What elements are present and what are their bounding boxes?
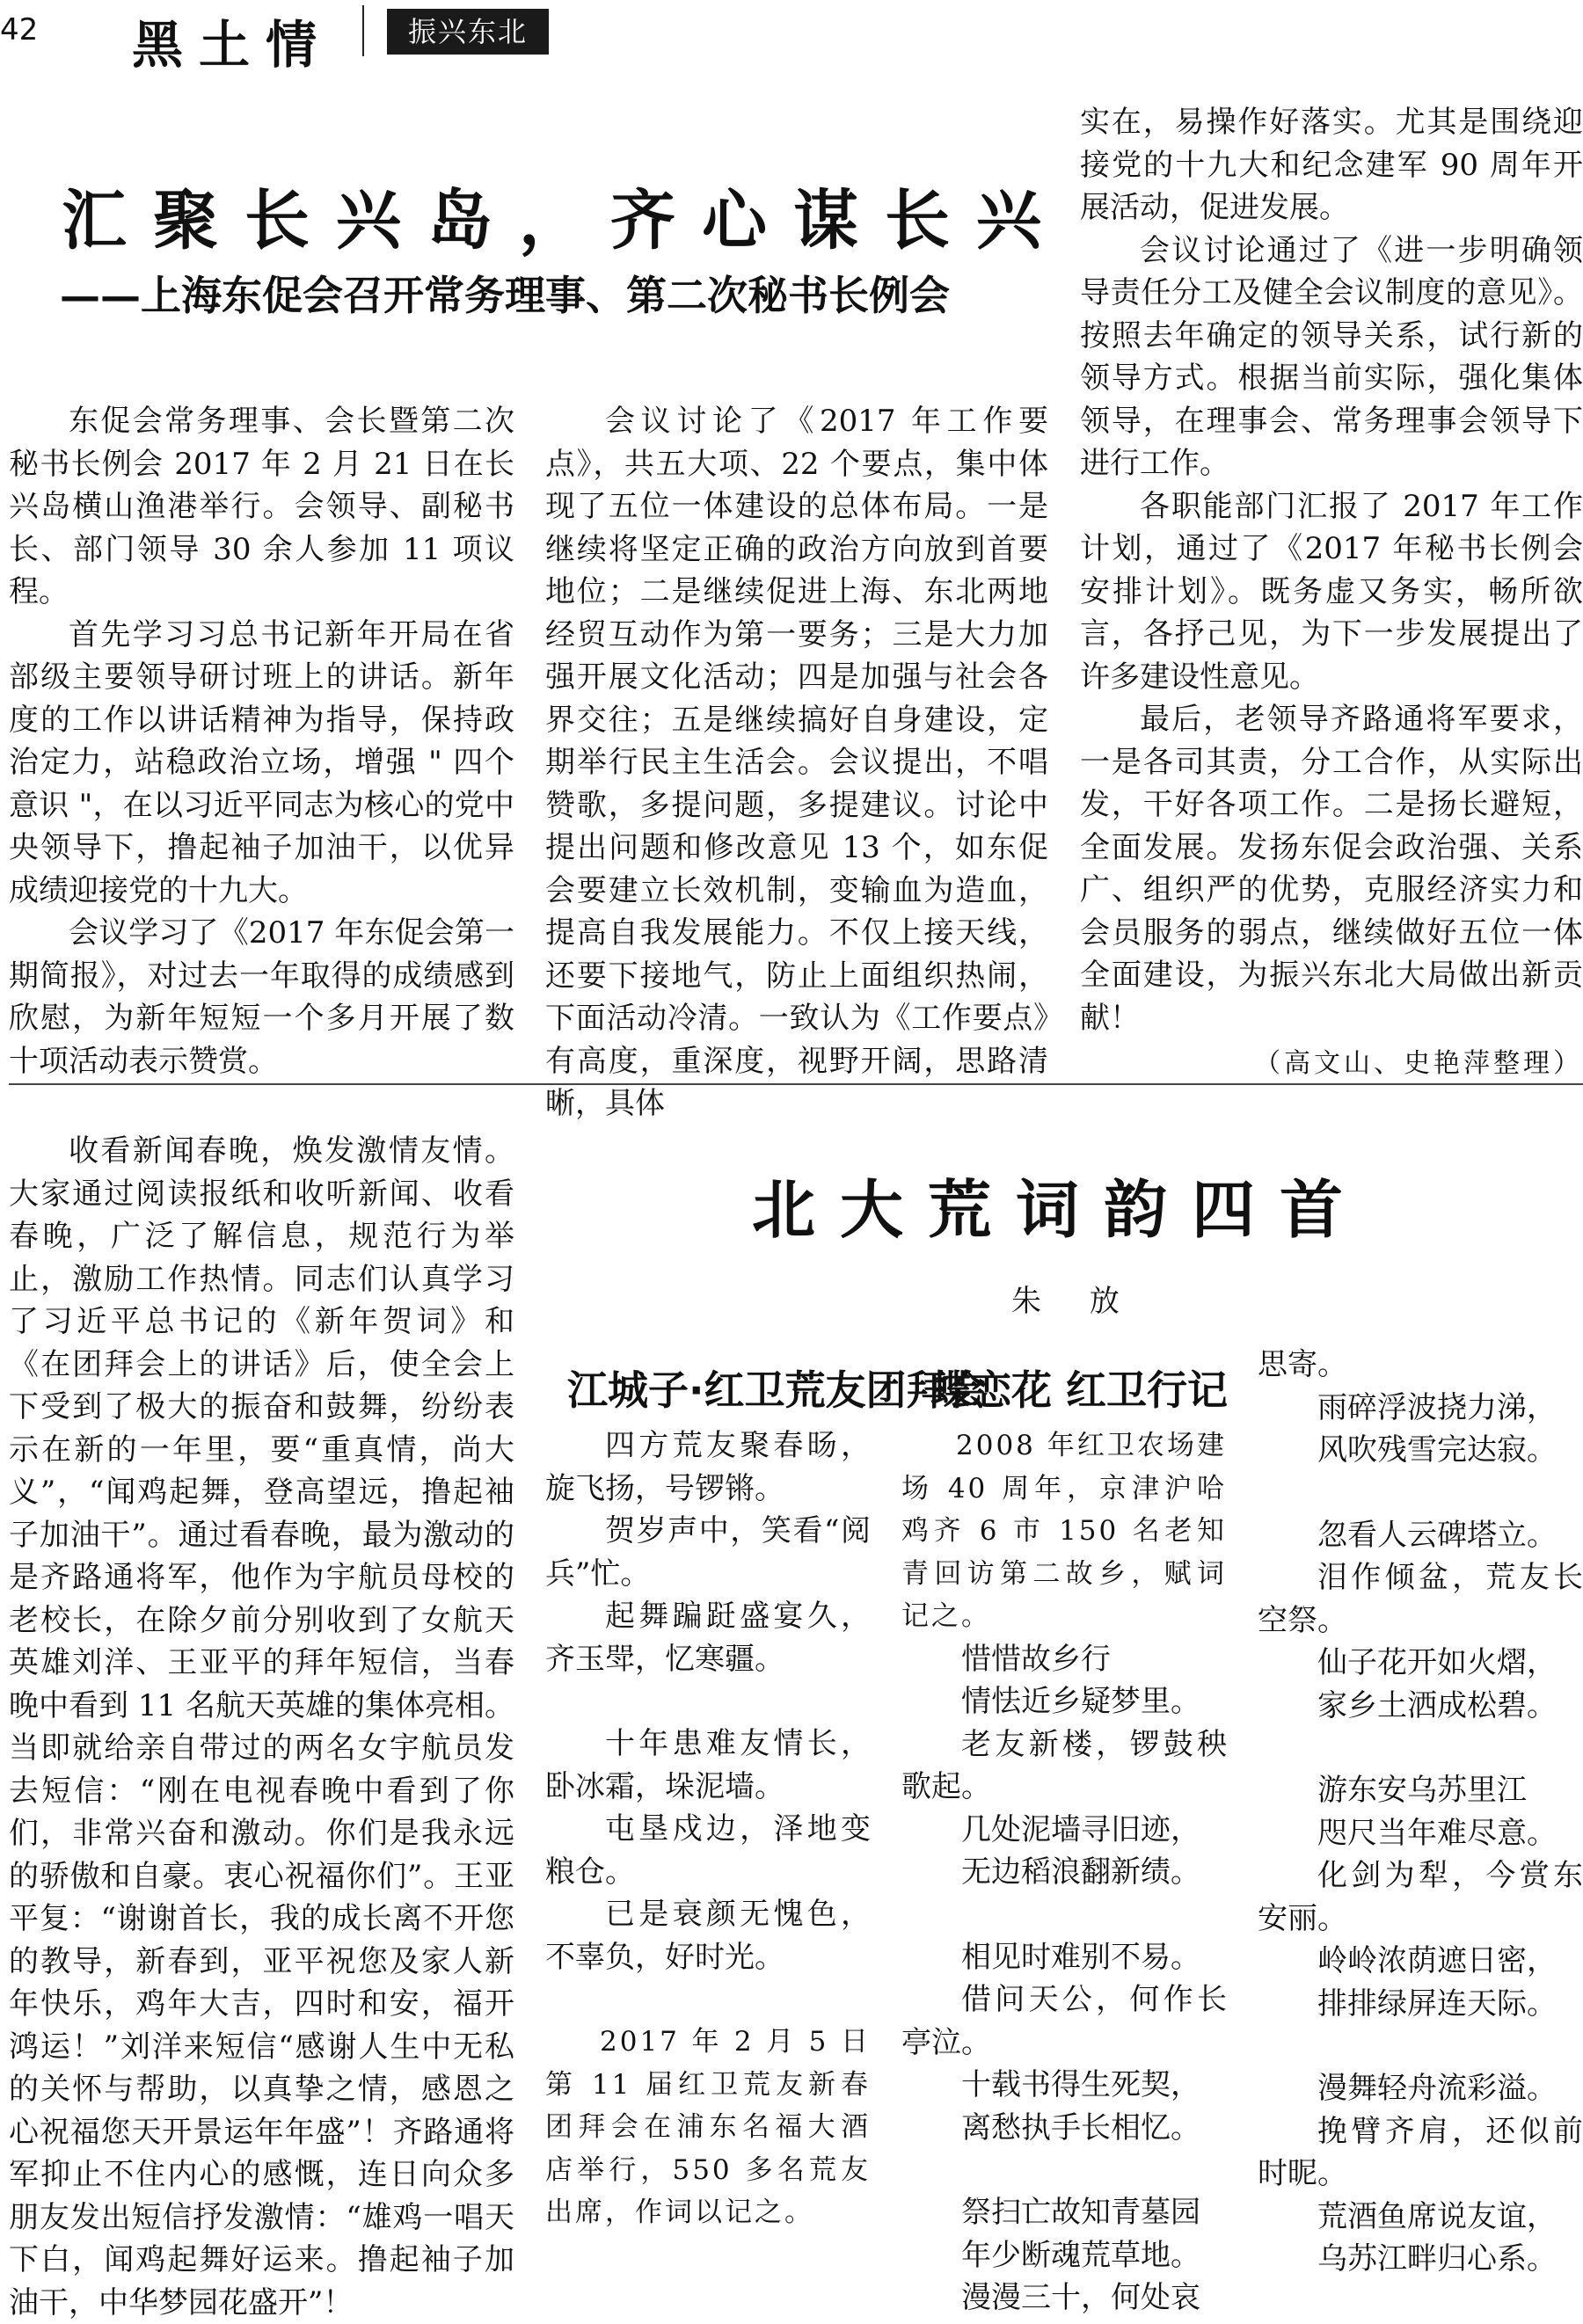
poem2-title: 蝶恋花 红卫行记 [930,1366,1229,1414]
poem-line: 漫漫三十，何处哀 [961,2280,1200,2315]
poem-line: 忽看人云碑塔立。 [1317,1517,1557,1553]
poem-line: 已是衰颜无愧色，不辜负，好时光。 [545,1897,871,1975]
author-credit: （高文山、史艳萍整理） [1254,1048,1583,1079]
poem-line: 泪作倾盆，荒友长空祭。 [1258,1560,1583,1638]
poem-line: 漫舞轻舟流彩溢。 [1317,2071,1557,2106]
paragraph: 会议讨论了《2017 年工作要点》，共五大项、22 个要点，集中体现了五位一体建设的总体布局。一是继续将坚定正确的政治方向放到首要地位；二是继续促进上海、东北两地经贸互动作为第一要务；三是大力加强开展文化活动；四是加强与社会各界交往；五是继续搞好自身建设，定期举行民主生活会。会议提出，不唱赞歌，多提问题，多提建议。讨论中提出问题和修改意见 13 个，如东促会要建立长效机制，变输血为造血，提高自我发展能力。不仅上接天线，还要下接地气，防止上面组织热闹，下面活动冷清。一致认为《工作要点》有高度，重深度，视野开阔，思路清晰，具体 [545,404,1048,1121]
article-subtitle: ——上海东促会召开常务理事、第二次秘书长例会 [60,272,950,319]
paragraph-continued: 实在，易操作好落实。尤其是围绕迎接党的十九大和纪念建军 90 周年开展活动，促进发展。 [1080,105,1583,225]
poem-line: 年少断魂荒草地。 [961,2237,1200,2273]
poem-note: 2008 年红卫农场建场 40 周年，京津沪哈鸡齐 6 市 150 名老知青回访第二故乡，赋词记之。 [901,1430,1227,1632]
stanza-gap [1258,1727,1583,1769]
poems-author: 朱 放 [1011,1284,1139,1319]
poem-line: 乌苏江畔归心系。 [1317,2241,1557,2277]
stanza-gap [545,1680,871,1723]
poem-line: 仙子花开如火熠， [1317,1645,1557,1680]
poem-line: 风吹残雪完达寂。 [1317,1432,1557,1468]
stanza-gap [901,1894,1227,1936]
stanza-gap [1258,2025,1583,2067]
article2-column [9,1130,514,2324]
paragraph: 会议学习了《2017 年东促会第一期简报》，对过去一年取得的成绩感到欣慰，为新年短短一个多月开展了数十项活动表示赞赏。 [9,915,514,1079]
article-column-3 [1080,101,1583,1086]
poem-line: 老友新楼，锣鼓秧歌起。 [901,1726,1227,1804]
poem-line: 祭扫亡故知青墓园 [961,2195,1200,2230]
paragraph: 首先学习习总书记新年开局在省部级主要领导研讨班上的讲话。新年度的工作以讲话精神为指导，保持政治定力，站稳政治立场，增强 " 四个意识 "，在以习近平同志为核心的党中央领导下，撸起袖子加油干，以优异成绩迎接党的十九大。 [9,616,514,908]
paragraph: 各职能部门汇报了 2017 年工作计划，通过了《2017 年秘书长例会安排计划》。既务虚又务实，畅所欲言，各抒己见，为下一步发展提出了许多建设性意见。 [1080,488,1583,695]
article-column-2 [545,400,1048,1126]
poem-line: 游东安乌苏里江 [1317,1773,1527,1808]
poem-line: 十年患难友情长，卧冰霜，垛泥墙。 [545,1726,871,1804]
poem-line: 几处泥墙寻旧迹， [961,1811,1200,1847]
paragraph: 收看新闻春晚，焕发激情友情。大家通过阅读报纸和收听新闻、收看春晚，广泛了解信息，规范行为举止，激励工作热情。同志们认真学习了习近平总书记的《新年贺词》和《在团拜会上的讲话》后，使全会上下受到了极大的振奋和鼓舞，纷纷表示在新的一年里，要“重真情，尚大义”，“闻鸡起舞，登高望远，撸起袖子加油干”。通过看春晚，最为激动的是齐路通将军，他作为宇航员母校的老校长，在除夕前分别收到了女航天英雄刘洋、王亚平的拜年短信，当春晚中看到 11 名航天英雄的集体亮相。当即就给亲自带过的两名女宇航员发去短信：“刚在电视春晚中看到了你们，非常兴奋和激动。你们是我永远的骄傲和自豪。衷心祝福你们”。王亚平复：“谢谢首长，我的成长离不开您的教导，新春到，亚平祝您及家人新年快乐，鸡年大吉，四时和安，福开鸿运！”刘洋来短信“感谢人生中无私的关怀与帮助，以真挚之情，感恩之心祝福您天开景运年年盛”！齐路通将军抑止不住内心的感慨，连日向众多朋友发出短信抒发激情：“雄鸡一唱天下白，闻鸡起舞好运来。撸起袖子加油干，中华梦园花盛开”！ [9,1133,514,2320]
poem-line: 家乡土洒成松碧。 [1317,1687,1557,1723]
poem-line: 相见时难别不易。 [961,1939,1200,1975]
poem-line: 挽臂齐肩，还似前时昵。 [1258,2113,1583,2191]
poem-line: 情怯近乡疑梦里。 [961,1684,1200,1719]
page-number: 42 [0,12,39,47]
poem-line: 起舞蹁跹盛宴久，齐玉斝，忆寒疆。 [545,1599,871,1677]
poem-line: 离愁执手长相忆。 [961,2109,1200,2146]
poem-line: 雨碎浮波挠力涕， [1317,1389,1557,1425]
poem2-body [901,1424,1227,2320]
poem-line: 荒酒鱼席说友谊， [1317,2198,1557,2234]
poem-note: 2017 年 2 月 5 日第 11 届红卫荒友新春团拜会在浦东名福大酒店举行，550 多名荒友出席，作词以记之。 [545,2026,871,2228]
paragraph: 会议讨论通过了《进一步明确领导责任分工及健全会议制度的意见》。按照去年确定的领导关系，试行新的领导方式。根据当前实际，强化集体领导，在理事会、常务理事会领导下进行工作。 [1080,232,1583,481]
stanza-gap [901,2149,1227,2191]
poem-line: 化剑为犁，今赏东安丽。 [1258,1858,1583,1936]
poem-line-continued: 思寄。 [1258,1347,1347,1382]
poem-line: 惜惜故乡行 [961,1641,1111,1677]
poem3-body [1258,1344,1583,2281]
poem1-title: 江城子·红卫荒友团拜会 [567,1366,988,1414]
poems-title: 北大荒词韵四首 [752,1173,1368,1247]
poem-line: 咫尺当年难尽意。 [1317,1815,1557,1851]
header-divider [362,5,364,56]
poem-line: 岭岭浓荫遮日密， [1317,1943,1557,1978]
poem-line: 四方荒友聚春旸，旋飞扬，号锣锵。 [545,1428,871,1506]
paragraph: 东促会常务理事、会长暨第二次秘书长例会 2017 年 2 月 21 日在长兴岛横山渔港举行。会领导、副秘书长、部门领导 30 余人参加 11 项议程。 [9,404,514,609]
stanza-gap [1258,1472,1583,1514]
section-divider [9,1083,1583,1085]
paragraph: 最后，老领导齐路通将军要求，一是各司其责，分工合作，从实际出发，干好各项工作。二是扬长避短，全面发展。发扬东促会政治强、关系广、组织严的优势，克服经济实力和会员服务的弱点，继续做好五位一体全面建设，为振兴东北大局做出新贡献！ [1080,702,1583,1036]
magazine-name: 黑土情 [132,15,333,75]
stanza-gap [545,1978,871,2021]
poem-line: 无边稻浪翻新绩。 [961,1854,1200,1890]
poem-line: 十载书得生死契， [961,2067,1200,2102]
poem-line: 借问天公，何作长亭泣。 [901,1982,1227,2060]
article-column-1 [9,400,514,1082]
poem-line: 贺岁声中，笑看“阅兵”忙。 [545,1513,871,1592]
poem-line: 屯垦戍边，泽地变粮仓。 [545,1811,871,1890]
section-tag: 振兴东北 [387,9,549,55]
poem1-body [545,1424,871,2234]
article-title: 汇聚长兴岛，齐心谋长兴 [62,183,1068,259]
poem-line: 排排绿屏连天际。 [1317,1985,1557,2022]
